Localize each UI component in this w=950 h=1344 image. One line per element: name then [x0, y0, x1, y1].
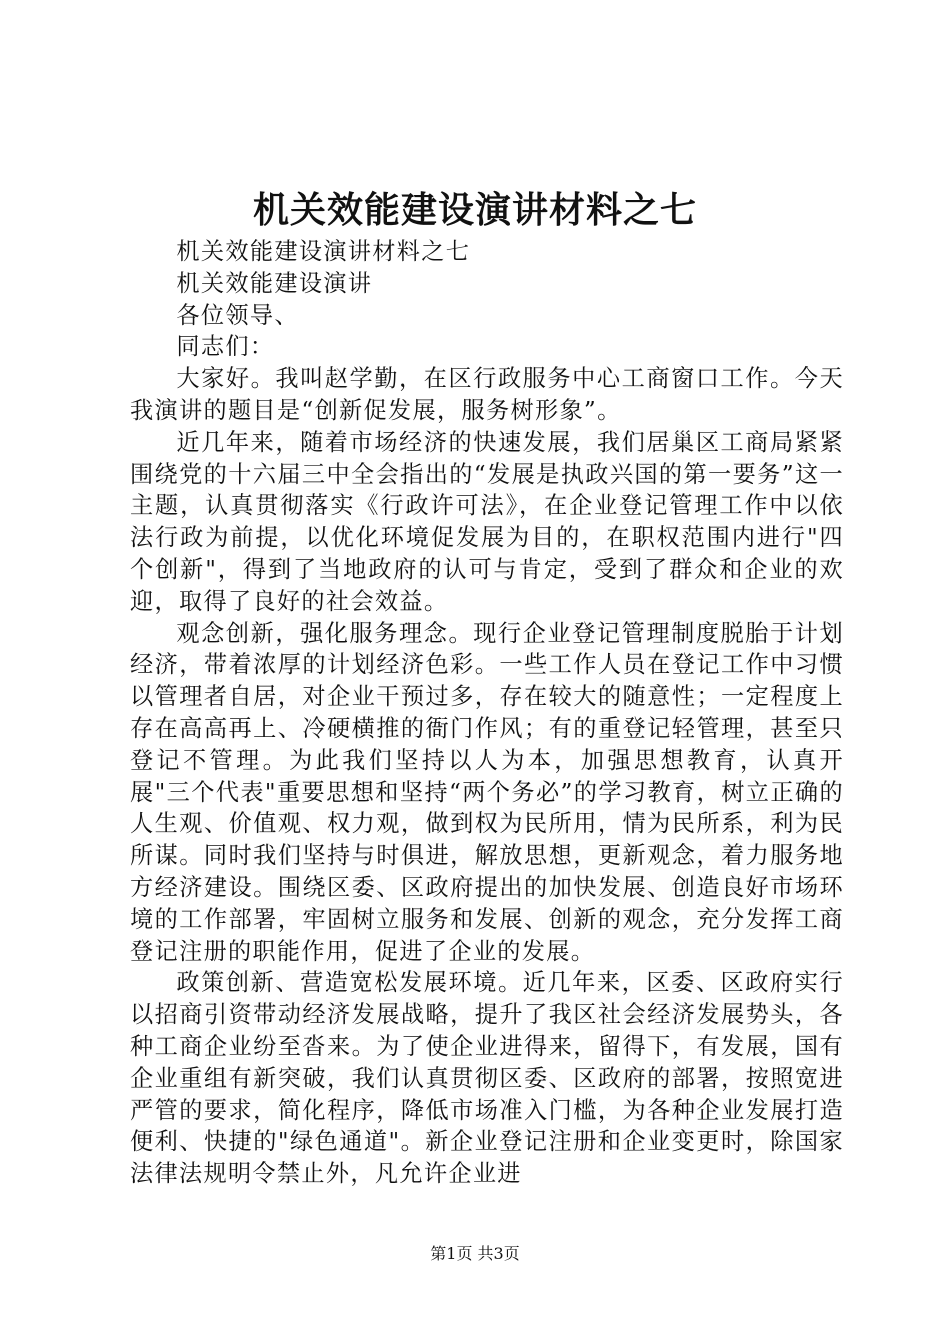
- document-body: [130, 236, 844, 1190]
- paragraph-background: 近几年来，随着市场经济的快速发展，我们居巢区工商局紧紧围绕党的十六届三中全会指出的“发展是执政兴国的第一要务”这一主题，认真贯彻落实《行政许可法》，在企业登记管理工作中以依法行政为前提，以优化环境促发展为目的，在职权范围内进行"四个创新"，得到了当地政府的认可与肯定，受到了群众和企业的欢迎，取得了良好的社会效益。: [130, 428, 844, 615]
- page-number-footer: 第1页 共3页: [430, 1244, 520, 1263]
- paragraph-subtitle: 机关效能建设演讲材料之七: [176, 238, 471, 265]
- paragraph-speech-heading: 机关效能建设演讲: [176, 269, 373, 297]
- paragraph-introduction: 大家好。我叫赵学勤，在区行政服务中心工商窗口工作。今天我演讲的题目是“创新促发展，服务树形象”。: [130, 365, 844, 424]
- paragraph-policy-innovation: 政策创新、营造宽松发展环境。近几年来，区委、区政府实行以招商引资带动经济发展战略，提升了我区社会经济发展势头，各种工商企业纷至沓来。为了使企业进得来，留得下，有发展，国有企业重组有新突破，我们认真贯彻区委、区政府的部署，按照宽进严管的要求，简化程序，降低市场准入门槛，为各种企业发展打造便利、快捷的"绿色通道"。新企业登记注册和企业变更时，除国家法律法规明令禁止外，凡允许企业进: [130, 969, 844, 1188]
- document-title: 机关效能建设演讲材料之七: [252, 189, 697, 231]
- paragraph-concept-innovation: 观念创新，强化服务理念。现行企业登记管理制度脱胎于计划经济，带着浓厚的计划经济色彩。一些工作人员在登记工作中习惯以管理者自居，对企业干预过多，存在较大的随意性；一定程度上存在高高再上、冷硬横推的衙门作风；有的重登记轻管理，甚至只登记不管理。为此我们坚持以人为本，加强思想教育，认真开展"三个代表"重要思想和坚持“两个务必”的学习教育，树立正确的人生观、价值观、权力观，做到权为民所用，情为民所系，利为民所谋。同时我们坚持与时俱进，解放思想，更新观念，着力服务地方经济建设。围绕区委、区政府提出的加快发展、创造良好市场环境的工作部署，牢固树立服务和发展、创新的观念，充分发挥工商登记注册的职能作用，促进了企业的发展。: [130, 619, 844, 965]
- paragraph-salutation-comrades: 同志们：: [176, 333, 275, 361]
- paragraph-salutation: 各位领导、: [176, 301, 299, 329]
